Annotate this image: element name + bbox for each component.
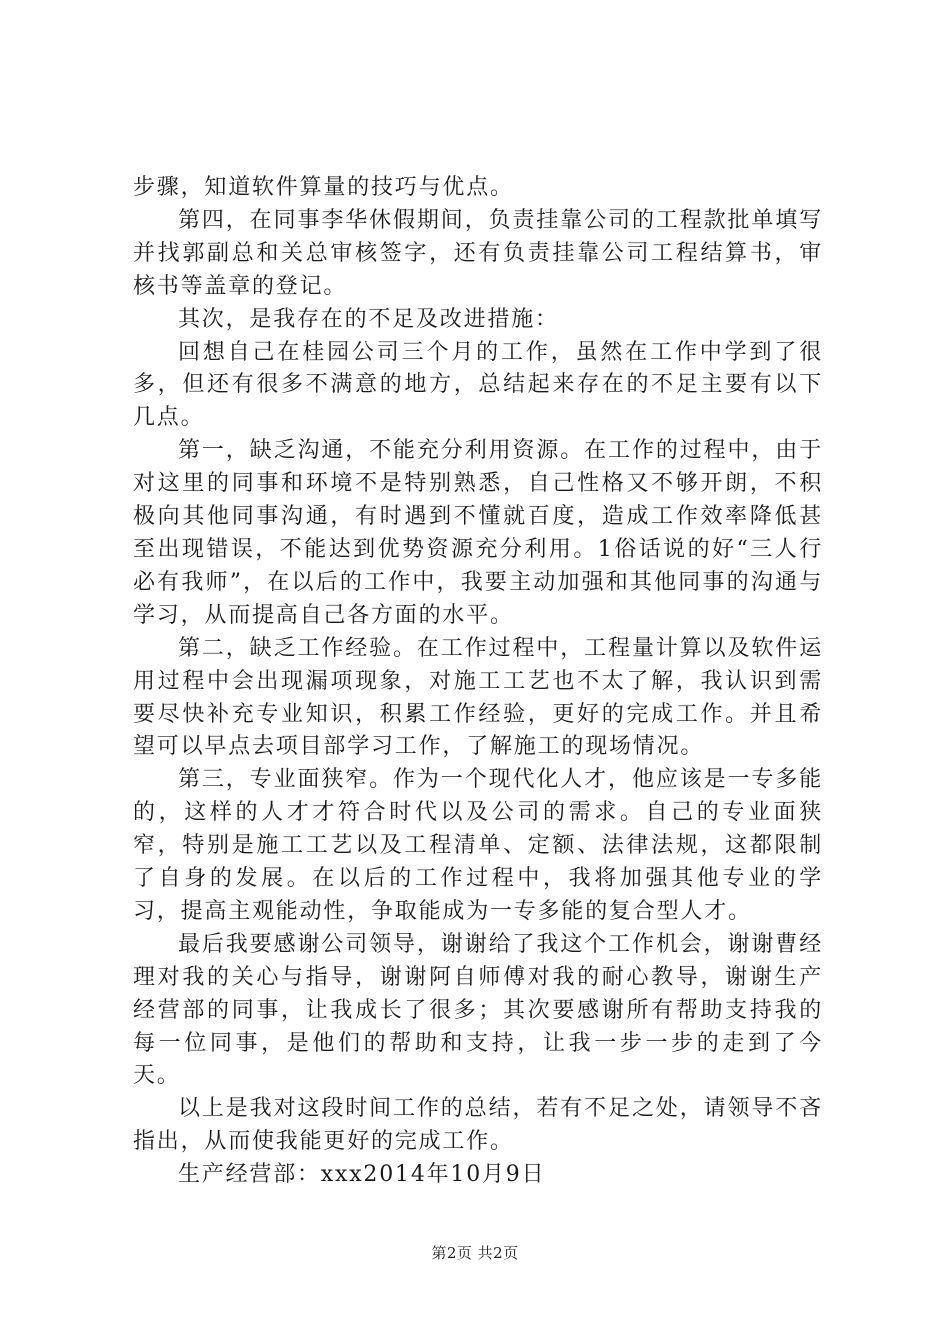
paragraph-thanks: 最后我要感谢公司领导，谢谢给了我这个工作机会，谢谢曹经理对我的关心与指导，谢谢阿自师傅对我的耐心教导，谢谢生产经营部的同事，让我成长了很多；其次要感谢所有帮助支持我的每一位同事，是他们的帮助和支持，让我一步一步的走到了今天。 <box>133 931 823 1089</box>
paragraph-first-shortcoming: 第一，缺乏沟通，不能充分利用资源。在工作的过程中，由于对这里的同事和环境不是特别熟悉，自己性格又不够开朗，不积极向其他同事沟通，有时遇到不懂就百度，造成工作效率降低甚至出现错误，不能达到优势资源充分利用。1俗话说的好“三人行必有我师”，在以后的工作中，我要主动加强和其他同事的沟通与学习，从而提高自己各方面的水平。 <box>133 438 823 628</box>
paragraph-shortcomings-heading: 其次，是我存在的不足及改进措施： <box>178 306 559 332</box>
page-number-footer: 第2页 共2页 <box>431 1244 519 1262</box>
paragraph-closing: 以上是我对这段时间工作的总结，若有不足之处，请领导不吝指出，从而使我能更好的完成工作。 <box>133 1096 823 1155</box>
signature-line: 生产经营部：xxx2014年10月9日 <box>178 1162 546 1188</box>
paragraph-third-shortcoming: 第三，专业面狭窄。作为一个现代化人才，他应该是一专多能的，这样的人才才符合时代以及公司的需求。自己的专业面狭窄，特别是施工工艺以及工程清单、定额、法律法规，这都限制了自身的发展。在以后的工作过程中，我将加强其他专业的学习，提高主观能动性，争取能成为一专多能的复合型人才。 <box>133 767 823 924</box>
paragraph-reflection: 回想自己在桂园公司三个月的工作，虽然在工作中学到了很多，但还有很多不满意的地方，总结起来存在的不足主要有以下几点。 <box>133 339 823 431</box>
paragraph-second-shortcoming: 第二，缺乏工作经验。在工作过程中，工程量计算以及软件运用过程中会出现漏项现象，对施工工艺也不太了解，我认识到需要尽快补充专业知识，积累工作经验，更好的完成工作。并且希望可以早点去项目部学习工作，了解施工的现场情况。 <box>133 635 823 760</box>
paragraph-continuation: 步骤，知道软件算量的技巧与优点。 <box>133 175 514 200</box>
document-body <box>133 172 823 1192</box>
paragraph-fourth-point: 第四，在同事李华休假期间，负责挂靠公司的工程款批单填写并找郭副总和关总审核签字，还有负责挂靠公司工程结算书，审核书等盖章的登记。 <box>133 207 823 299</box>
